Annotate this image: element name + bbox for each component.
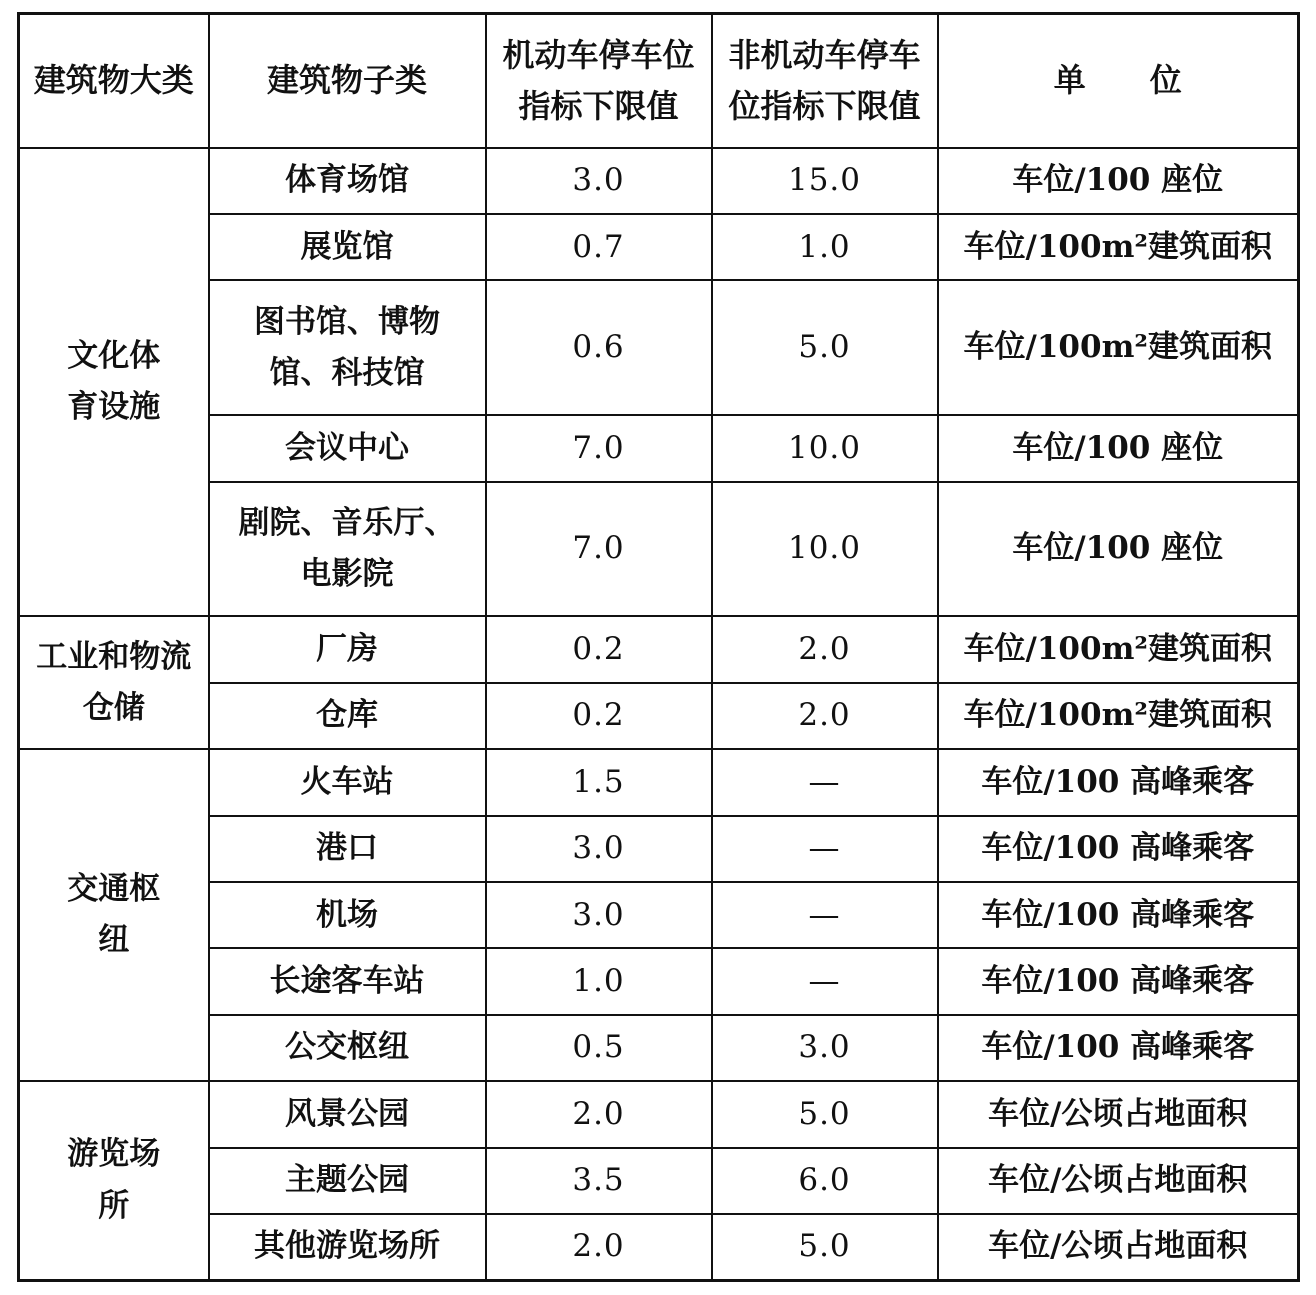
- nonmotor-value: —: [712, 948, 938, 1014]
- motor-value: 0.2: [486, 616, 712, 682]
- unit-cell: 车位/100m²建筑面积: [938, 616, 1299, 682]
- table-row: [19, 214, 1299, 280]
- nonmotor-value: 6.0: [712, 1148, 938, 1214]
- unit-cell: 车位/100 高峰乘客: [938, 882, 1299, 948]
- unit-cell: 车位/100m²建筑面积: [938, 280, 1299, 415]
- table-row: [19, 1081, 1299, 1147]
- nonmotor-value: 5.0: [712, 280, 938, 415]
- subcategory-cell: 港口: [209, 816, 486, 882]
- motor-value: 1.5: [486, 749, 712, 815]
- nonmotor-value: 10.0: [712, 482, 938, 617]
- motor-value: 2.0: [486, 1214, 712, 1280]
- motor-value: 3.0: [486, 816, 712, 882]
- motor-value: 0.2: [486, 683, 712, 749]
- table-row: [19, 749, 1299, 815]
- unit-cell: 车位/100 座位: [938, 148, 1299, 214]
- subcategory-cell: 仓库: [209, 683, 486, 749]
- motor-value: 1.0: [486, 948, 712, 1014]
- table-row: [19, 148, 1299, 214]
- unit-cell: 车位/公顷占地面积: [938, 1148, 1299, 1214]
- subcategory-cell: 剧院、音乐厅、电影院: [209, 482, 486, 617]
- subcategory-cell: 厂房: [209, 616, 486, 682]
- subcategory-cell: 火车站: [209, 749, 486, 815]
- subcategory-cell: 体育场馆: [209, 148, 486, 214]
- unit-cell: 车位/100 高峰乘客: [938, 816, 1299, 882]
- motor-value: 3.0: [486, 882, 712, 948]
- motor-value: 7.0: [486, 482, 712, 617]
- subcategory-cell: 展览馆: [209, 214, 486, 280]
- table-row: [19, 1015, 1299, 1081]
- unit-cell: 车位/公顷占地面积: [938, 1214, 1299, 1280]
- table-row: [19, 415, 1299, 481]
- motor-value: 0.6: [486, 280, 712, 415]
- table-container: [17, 12, 1297, 1282]
- unit-cell: 车位/100 座位: [938, 415, 1299, 481]
- motor-value: 3.5: [486, 1148, 712, 1214]
- unit-cell: 车位/100m²建筑面积: [938, 214, 1299, 280]
- parking-standards-table: [17, 12, 1300, 1282]
- table-row: [19, 948, 1299, 1014]
- nonmotor-value: —: [712, 816, 938, 882]
- motor-value: 0.7: [486, 214, 712, 280]
- unit-cell: 车位/100m²建筑面积: [938, 683, 1299, 749]
- nonmotor-value: 1.0: [712, 214, 938, 280]
- table-row: [19, 683, 1299, 749]
- unit-cell: 车位/100 高峰乘客: [938, 1015, 1299, 1081]
- motor-value: 7.0: [486, 415, 712, 481]
- header-subcategory: 建筑物子类: [209, 14, 486, 148]
- nonmotor-value: 15.0: [712, 148, 938, 214]
- header-nonmotor: 非机动车停车位指标下限值: [712, 14, 938, 148]
- nonmotor-value: 10.0: [712, 415, 938, 481]
- unit-cell: 车位/100 高峰乘客: [938, 749, 1299, 815]
- unit-cell: 车位/公顷占地面积: [938, 1081, 1299, 1147]
- table-row: [19, 1214, 1299, 1280]
- table-row: [19, 816, 1299, 882]
- header-unit: 单 位: [938, 14, 1299, 148]
- subcategory-cell: 主题公园: [209, 1148, 486, 1214]
- unit-cell: 车位/100 座位: [938, 482, 1299, 617]
- subcategory-cell: 公交枢纽: [209, 1015, 486, 1081]
- header-motor: 机动车停车位指标下限值: [486, 14, 712, 148]
- table-row: [19, 882, 1299, 948]
- nonmotor-value: —: [712, 882, 938, 948]
- nonmotor-value: 3.0: [712, 1015, 938, 1081]
- subcategory-cell: 图书馆、博物馆、科技馆: [209, 280, 486, 415]
- motor-value: 2.0: [486, 1081, 712, 1147]
- header-row: [19, 14, 1299, 148]
- motor-value: 3.0: [486, 148, 712, 214]
- category-cell: 交通枢纽: [19, 749, 209, 1081]
- category-cell: 游览场所: [19, 1081, 209, 1280]
- nonmotor-value: 5.0: [712, 1081, 938, 1147]
- header-category: 建筑物大类: [19, 14, 209, 148]
- subcategory-cell: 长途客车站: [209, 948, 486, 1014]
- nonmotor-value: 2.0: [712, 616, 938, 682]
- unit-cell: 车位/100 高峰乘客: [938, 948, 1299, 1014]
- nonmotor-value: —: [712, 749, 938, 815]
- category-cell: 文化体育设施: [19, 148, 209, 617]
- table-row: [19, 280, 1299, 415]
- subcategory-cell: 机场: [209, 882, 486, 948]
- subcategory-cell: 其他游览场所: [209, 1214, 486, 1280]
- table-row: [19, 482, 1299, 617]
- subcategory-cell: 会议中心: [209, 415, 486, 481]
- category-cell: 工业和物流仓储: [19, 616, 209, 749]
- motor-value: 0.5: [486, 1015, 712, 1081]
- table-row: [19, 616, 1299, 682]
- table-row: [19, 1148, 1299, 1214]
- subcategory-cell: 风景公园: [209, 1081, 486, 1147]
- nonmotor-value: 5.0: [712, 1214, 938, 1280]
- nonmotor-value: 2.0: [712, 683, 938, 749]
